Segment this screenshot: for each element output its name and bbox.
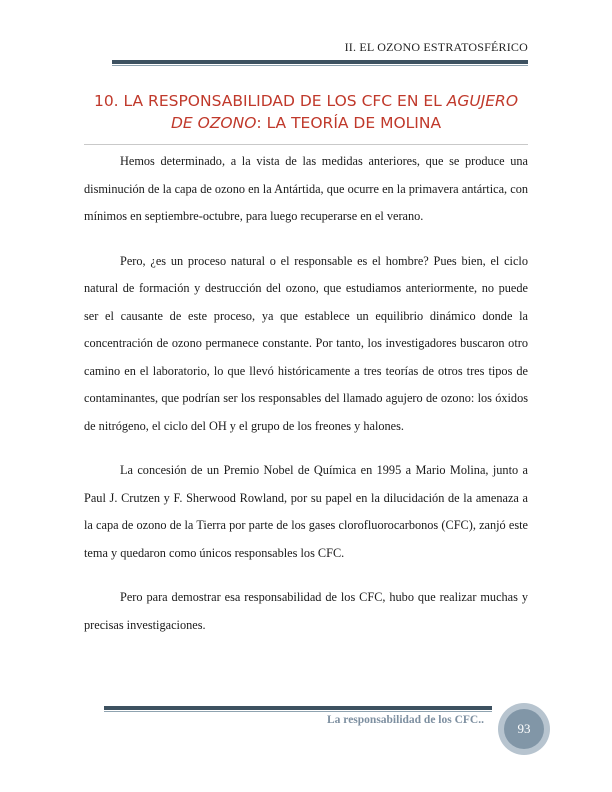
running-header: II. EL OZONO ESTRATOSFÉRICO: [344, 40, 528, 54]
page-number: 93: [504, 709, 544, 749]
paragraph-1: Hemos determinado, a la vista de las medidas anteriores, que se produce una disminución de la capa de ozono en la Antártida, que ocurre en la primavera antártica, con mínimos en septiembre-octubre, para luego recuperarse en el verano.: [84, 154, 528, 223]
paragraph-3: La concesión de un Premio Nobel de Química en 1995 a Mario Molina, junto a Paul J. Crutzen y F. Sherwood Rowland, por su papel en la dilucidación de la amenaza a la capa de ozono de la Tierra por parte de los gases clorofluorocarbonos (CFC), zanjó este tema y quedaron como únicos responsables los CFC.: [84, 463, 528, 560]
header-rule-thin: [112, 65, 528, 66]
footer-rule: [104, 706, 492, 710]
chapter-title-part2: : LA TEORÍA DE MOLINA: [256, 114, 442, 132]
chapter-title: [84, 90, 528, 134]
footer-rule-thin: [104, 711, 492, 712]
chapter-title-italic: AGUJERO DE OZONO: [170, 92, 519, 132]
title-rule: [84, 144, 528, 145]
chapter-title-part1: 10. LA RESPONSABILIDAD DE LOS CFC EN EL: [93, 92, 447, 110]
running-footer: La responsabilidad de los CFC..: [327, 714, 484, 726]
page-number-badge: [498, 703, 550, 755]
header-rule: [112, 60, 528, 64]
body-text: [84, 148, 528, 656]
paragraph-2: Pero, ¿es un proceso natural o el responsable es el hombre? Pues bien, el ciclo natural de formación y destrucción del ozono, que estudiamos anteriormente, no puede ser el causante de este proceso, ya que establece un equilibrio dinámico donde la concentración de ozono permanece constante. Por tanto, los investigadores buscaron otro camino en el laboratorio, lo que llevó históricamente a tres teorías de otros tres tipos de contaminantes, que podrían ser los responsables del llamado agujero de ozono: los óxidos de nitrógeno, el ciclo del OH y el grupo de los freones y halones.: [84, 253, 528, 433]
paragraph-4: Pero para demostrar esa responsabilidad de los CFC, hubo que realizar muchas y precisas investigaciones.: [84, 590, 528, 632]
